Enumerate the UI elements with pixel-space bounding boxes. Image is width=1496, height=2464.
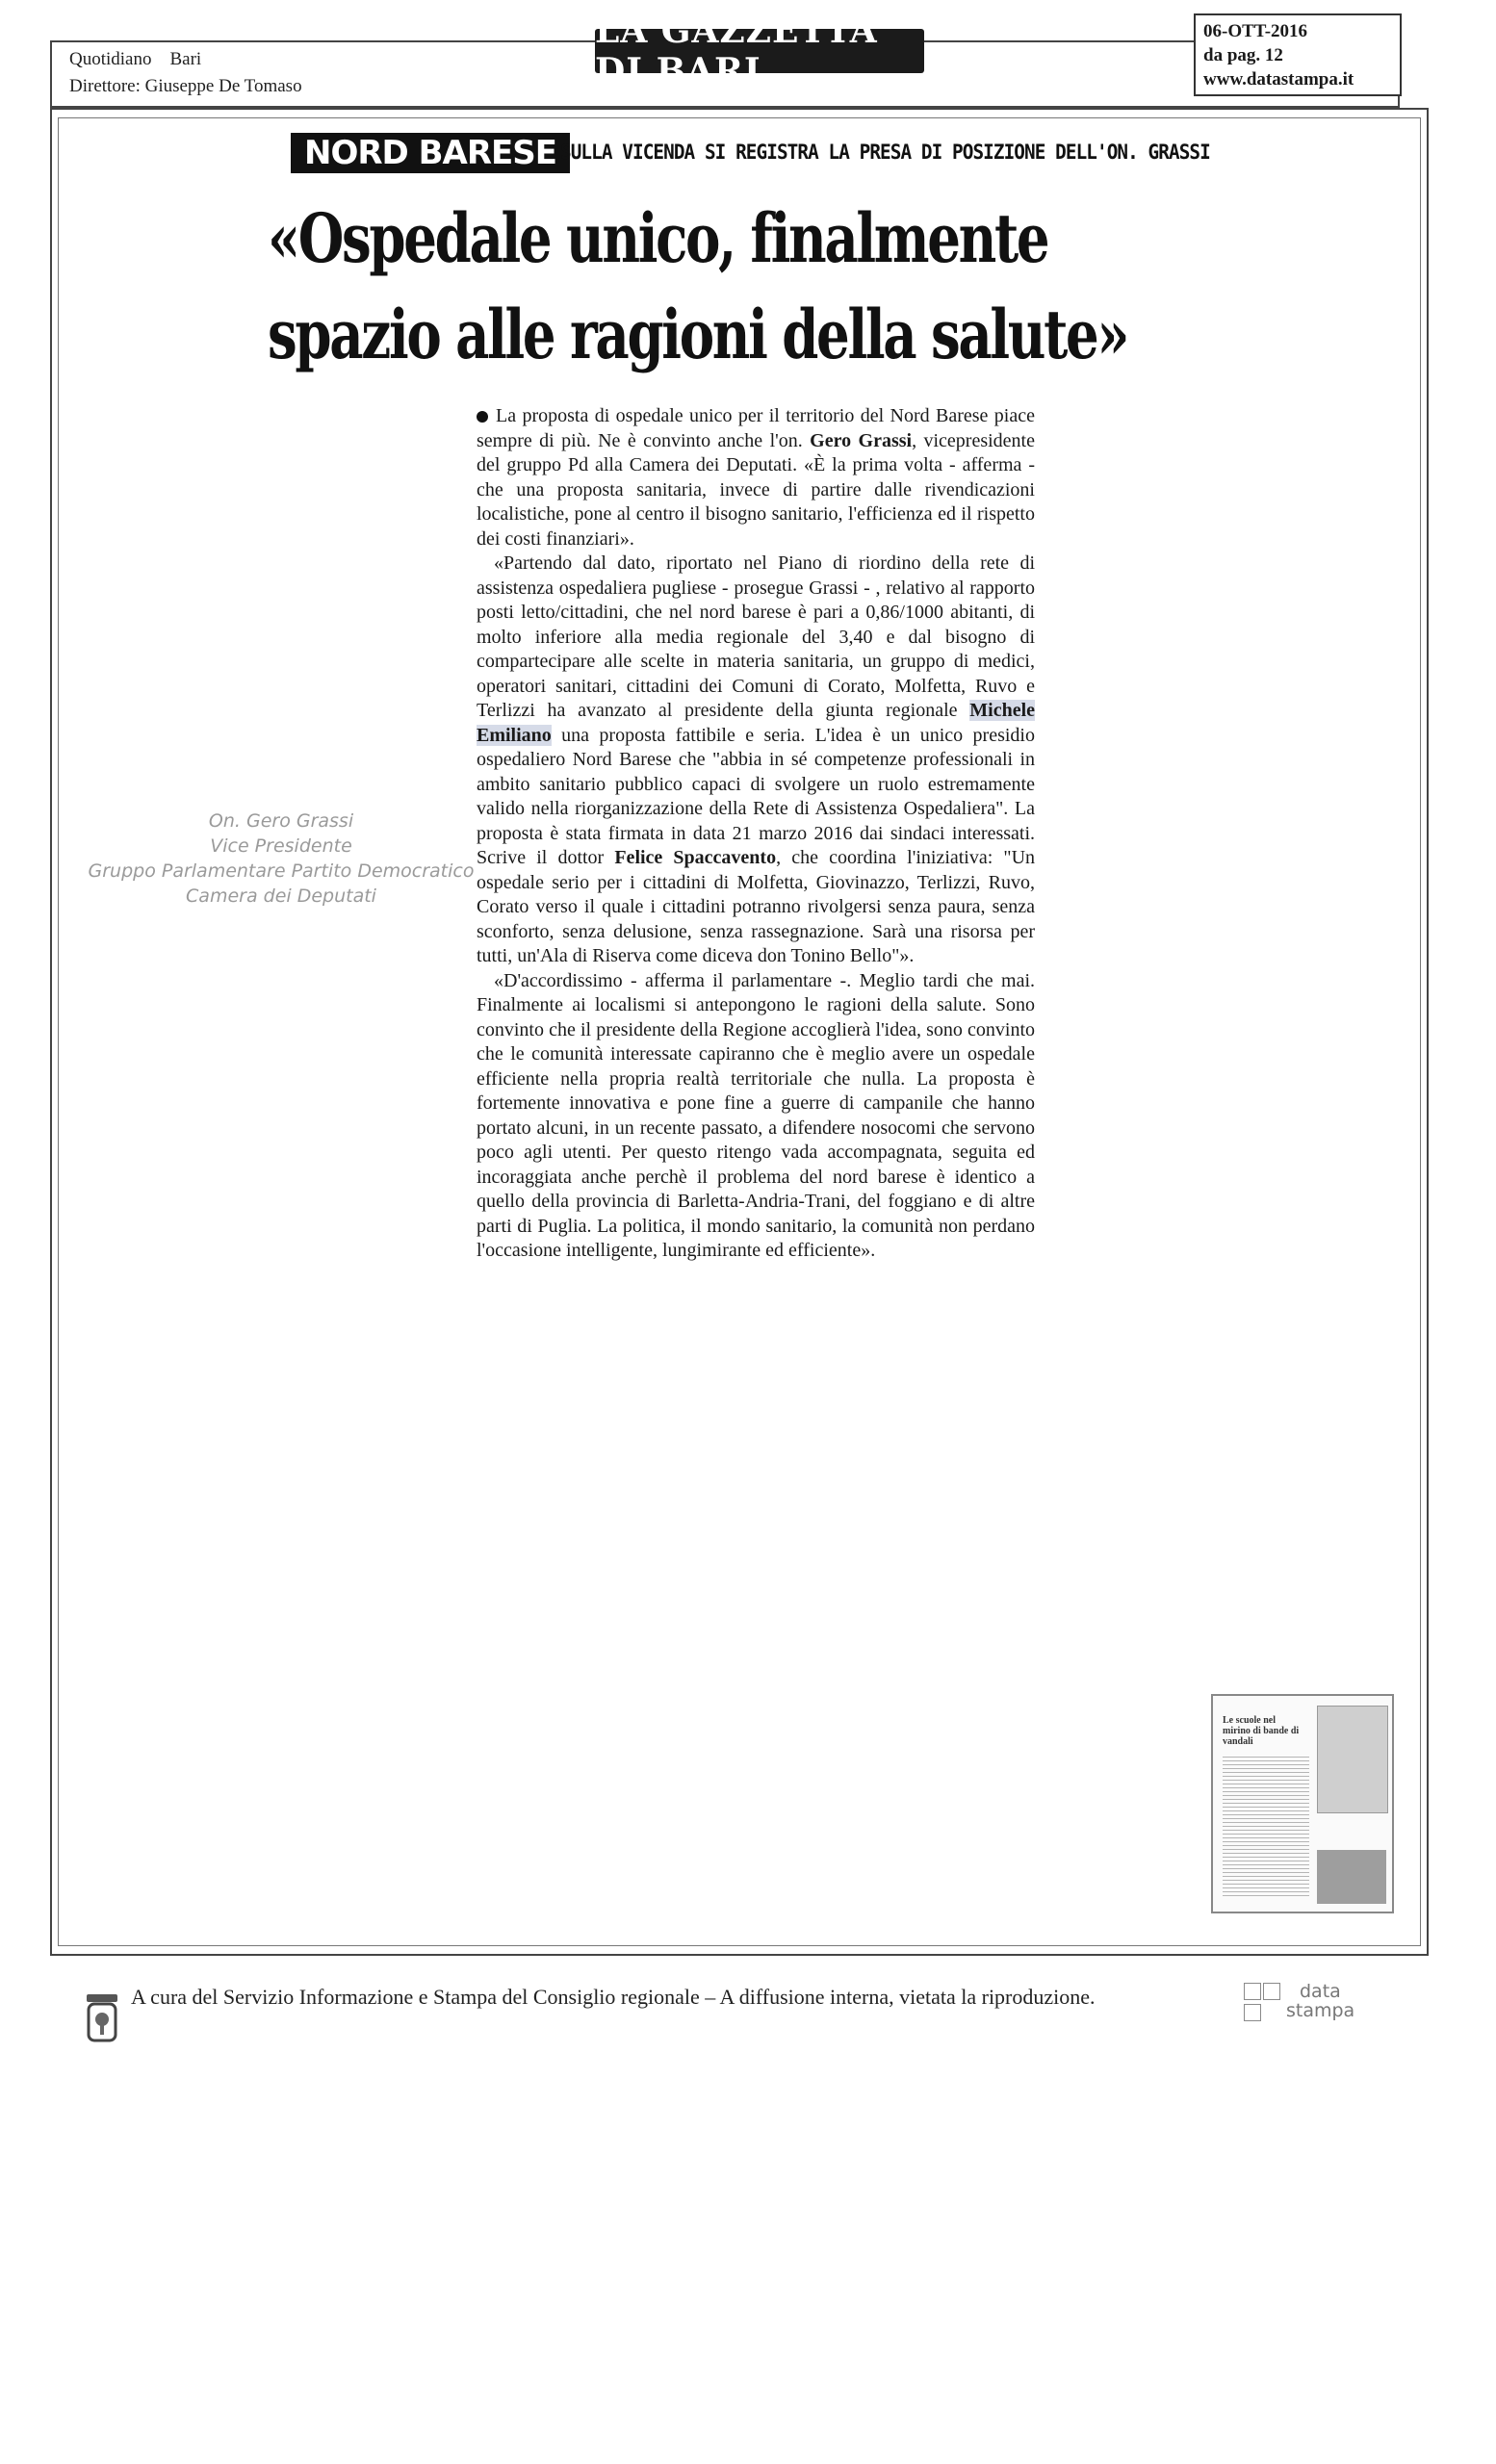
director-line: Direttore: Giuseppe De Tomaso [69, 76, 302, 96]
bullet-icon [477, 411, 488, 423]
logo-square-icon [1244, 2004, 1261, 2021]
stamp-line-3: Gruppo Parlamentare Partito Democratico [88, 860, 475, 882]
kicker: SULLA VICENDA SI REGISTRA LA PRESA DI POSIZIONE DELL'ON. GRASSI [560, 141, 1210, 164]
section-tag: NORD BARESE [291, 133, 570, 173]
thumbnail-photo [1317, 1706, 1388, 1813]
paragraph-3: «D'accordissimo - afferma il parlamentare -. Meglio tardi che mai. Finalmente ai localismi si antepongono le ragioni della salute. Sono convinto che il presidente della Regione accoglierà l'idea, sono convinto che le comunità interessate capiranno che è meglio avere un ospedale efficiente nella propria realtà territoriale che nulla. La proposta è fortemente innovativa e pone fine a guerre di campanile che hanno portato alcuni, in un recente passato, a difendere nosocomi che servono poco agli utenti. Per questo ritengo vada accompagnata, seguita ed incoraggiata anche perchè il problema del nord barese è identico a quello della provincia di Barletta-Andria-Trani, del foggiano e di altre parti di Puglia. La politica, il mondo sanitario, la comunità non perdano l'occasione intelligente, lungimirante ed efficiente». [477, 969, 1035, 1261]
thumbnail-text-lines [1223, 1754, 1309, 1898]
stamp-line-1: On. Gero Grassi [208, 810, 354, 832]
article-body [477, 404, 1035, 1264]
publication-type: Quotidiano [69, 49, 152, 69]
logo-square-icon [1244, 1983, 1261, 2000]
article-page: da pag. 12 [1203, 45, 1283, 65]
datastampa-logo [1244, 1979, 1407, 2037]
paragraph-1-text-b: , vicepresidente del gruppo Pd alla Camera dei Deputati. «È la prima volta - afferma - che una proposta sanitaria, invece di partire dalle rivendicazioni localistiche, pone al centro il bisogno sanitario, l'efficienza ed il rispetto dei costi finanziari». [477, 429, 1035, 550]
masthead-logo [595, 11, 924, 91]
stamp-line-4: Camera dei Deputati [186, 886, 376, 907]
paragraph-2-text-a: «Partendo dal dato, riportato nel Piano di riordino della rete di assistenza ospedaliera pugliese - prosegue Grassi - , relativo al rapporto posti letto/cittadini, che nel nord barese è pari a 0,86/1000 abitanti, di molto inferiore alla media regionale del 3,40 e dal bisogno di compartecipare alle scelte in materia sanitaria, un gruppo di medici, operatori sanitari, cittadini dei Comuni di Corato, Molfetta, Ruvo e Terlizzi ha avanzato al presidente della giunta regionale [477, 552, 1035, 721]
author-stamp [79, 808, 483, 909]
source-website: www.datastampa.it [1203, 69, 1354, 90]
footer-note: A cura del Servizio Informazione e Stampa del Consiglio regionale – A diffusione interna, vietata la riproduzione. [131, 1985, 1096, 2009]
publication-line [69, 46, 302, 73]
logo-square-icon [1263, 1983, 1280, 2000]
highlighted-name: Michele Emiliano [477, 700, 1036, 746]
source-box [1194, 13, 1402, 96]
stamp-line-2: Vice Presidente [210, 835, 352, 857]
logo-word-1: data [1300, 1981, 1341, 2002]
logo-word-2: stampa [1286, 2000, 1355, 2021]
thumbnail-photo [1317, 1850, 1386, 1904]
publication-city: Bari [169, 49, 202, 69]
region-crest-icon [83, 1990, 121, 2044]
headline-line-1: «Ospedale unico, finalmente [268, 198, 1048, 278]
article-date: 06-OTT-2016 [1203, 21, 1308, 41]
masthead-text: LA GAZZETTA DI BARI [595, 11, 878, 91]
paragraph-1-text-a: La proposta di ospedale unico per il territorio del Nord Barese piace sempre di più. Ne è convinto anche l'on. [477, 405, 1035, 451]
headline-line-2: spazio alle ragioni della salute» [268, 295, 1128, 374]
paragraph-2-text-b: una proposta fattibile e seria. L'idea è un unico presidio ospedaliero Nord Barese che "abbia in sé competenze professionali in ambito sanitario pubblico capaci di svolgere un ruolo estremamente valido nella riorganizzazione della Rete di Assistenza Ospedaliera". La proposta è stata firmata in data 21 marzo 2016 dai sindaci interessati. Scrive il dottor [477, 724, 1035, 868]
paragraph-1 [477, 404, 1035, 552]
paragraph-2-text-c: , che coordina l'iniziativa: "Un ospedale serio per i cittadini di Molfetta, Giovinazzo, Terlizzi, Ruvo, Corato verso il quale i cittadini potranno rivolgersi senza paura, senza sconforto, senza delusione, senza rassegnazione. Sarà una risorsa per tutti, un'Ala di Riserva come diceva don Tonino Bello"». [477, 847, 1036, 966]
header-info [69, 46, 302, 100]
thumbnail-headline: Le scuole nel mirino di bande di vandali [1223, 1715, 1300, 1747]
page-thumbnail [1211, 1694, 1394, 1913]
paragraph-2 [477, 552, 1035, 969]
person-name: Gero Grassi [810, 429, 913, 451]
headline [268, 191, 1128, 383]
person-name: Felice Spaccavento [614, 847, 777, 868]
